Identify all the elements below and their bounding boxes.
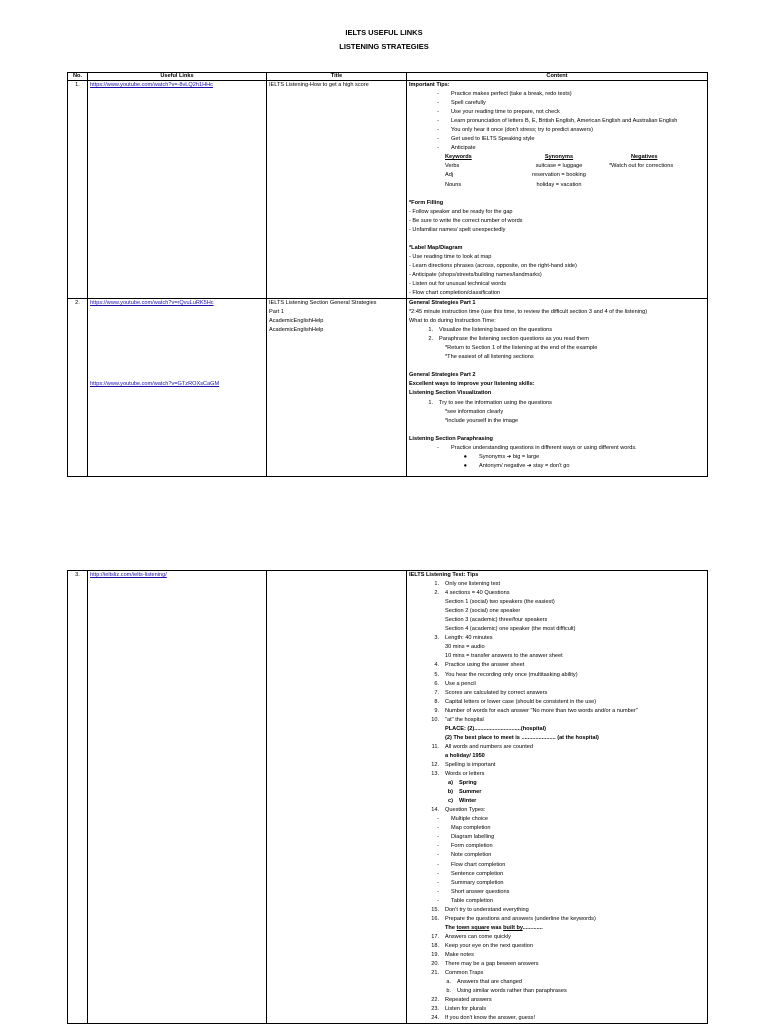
- links-cell: [88, 299, 267, 477]
- list-item-text: Table completion: [451, 897, 493, 904]
- list-number: 20.: [431, 961, 439, 968]
- list-item-text: Diagram labelling: [451, 834, 495, 841]
- document-subtitle: LISTENING STRATEGIES: [339, 42, 429, 51]
- list-item-text: Only one listening test: [445, 581, 501, 588]
- title-line: IELTS Listening Section General Strategies: [269, 300, 377, 307]
- dash-marker: -: [437, 145, 439, 152]
- list-item: Section 2 (social) one speaker: [445, 608, 521, 615]
- table-row: [68, 571, 708, 1024]
- list-item-text: Winter: [459, 798, 477, 805]
- title-line: Part 1: [269, 309, 284, 316]
- list-number: 10.: [431, 716, 439, 723]
- list-item: [409, 897, 705, 906]
- list-item: [409, 661, 705, 670]
- list-number: 21.: [431, 970, 439, 977]
- keyword-row: [409, 171, 705, 180]
- document-title: IELTS USEFUL LINKS: [345, 28, 423, 37]
- list-letter: a): [448, 780, 453, 787]
- list-number: 5.: [434, 671, 439, 678]
- content-line: *include yourself in the image: [445, 417, 519, 424]
- list-item: [409, 960, 705, 969]
- list-item: [409, 879, 705, 888]
- list-item: 30 mins = audio: [445, 644, 485, 651]
- list-item: [409, 996, 705, 1005]
- synonyms-header: Synonyms: [544, 154, 574, 161]
- dash-marker: -: [437, 100, 439, 107]
- list-item-text: Spring: [459, 780, 477, 787]
- list-item: [409, 580, 705, 589]
- list-item: - Anticipate (shops/streets/building names/landmarks): [409, 271, 542, 278]
- list-item: [409, 135, 705, 144]
- list-item-text: Words or letters: [445, 771, 485, 778]
- list-item: [409, 842, 705, 851]
- list-item-text: Summer: [459, 789, 482, 796]
- list-item-text: Scores are calculated by correct answers: [445, 689, 548, 696]
- list-item: Section 4 (academic) one speaker (the most difficult): [445, 626, 576, 633]
- content-line: *The easiest of all listening sections: [445, 354, 534, 361]
- list-item: [409, 870, 705, 879]
- list-item-text: Prepare the questions and answers (underline the keywords): [445, 915, 596, 922]
- example-text: was: [489, 924, 504, 931]
- list-number: 24.: [431, 1015, 439, 1022]
- youtube-link[interactable]: https://www.youtube.com/watch?v=GTzROXsCaGM: [90, 381, 220, 388]
- content-line: Excellent ways to improve your listening skills:: [409, 381, 535, 388]
- table-row: [68, 299, 708, 477]
- list-item: Section 3 (academic) three/four speakers: [445, 617, 548, 624]
- list-item: PLACE: (2)..............................(hospital): [445, 725, 547, 732]
- list-number: 18.: [431, 942, 439, 949]
- list-letter: a.: [446, 979, 451, 986]
- list-letter: b): [447, 789, 453, 796]
- bullet-icon: ●: [463, 462, 467, 469]
- dash-marker: -: [437, 870, 439, 877]
- dash-marker: -: [437, 109, 439, 116]
- table-row: [68, 81, 708, 299]
- list-item: [409, 634, 705, 643]
- list-item: [409, 99, 705, 108]
- list-number: 12.: [431, 761, 439, 768]
- youtube-link[interactable]: https://www.youtube.com/watch?v=-8vLQ2h1HHc: [90, 82, 213, 88]
- list-item-text: Flow chart completion: [451, 861, 506, 868]
- list-item: - Listen out for unusual technical words: [409, 280, 507, 287]
- content-line: Practice understanding questions in different ways or using different words.: [451, 444, 637, 451]
- list-item: [409, 906, 705, 915]
- synonym-example: suitcase = luggage: [535, 163, 583, 170]
- list-item: [409, 770, 705, 779]
- list-number: 6.: [434, 680, 439, 687]
- list-item: - Use reading time to look at map: [409, 253, 492, 260]
- dash-marker: -: [437, 852, 439, 859]
- list-item: [409, 743, 705, 752]
- dash-marker: -: [437, 861, 439, 868]
- list-item-text: Question Types:: [445, 807, 486, 814]
- list-number: 19.: [431, 951, 439, 958]
- keyword-type: Adj: [445, 172, 454, 179]
- list-item: [409, 680, 705, 689]
- synonym-example: holiday = vacation: [536, 181, 582, 188]
- list-item: 10 mins = transfer answers to the answer sheet: [445, 653, 563, 660]
- list-item-text: Practice using the answer sheet: [445, 662, 525, 669]
- list-item-text: Capital letters or lower case (should be consistent in the use): [445, 698, 597, 705]
- list-item: - Follow speaker and be ready for the gap: [409, 208, 513, 215]
- list-item: [409, 707, 705, 716]
- list-item: [409, 924, 705, 933]
- dash-marker: -: [437, 91, 439, 98]
- list-item-text: Repeated answers: [445, 997, 492, 1004]
- list-item-text: Map completion: [451, 825, 491, 832]
- list-item-text: Common Traps: [445, 970, 484, 977]
- list-item: [409, 806, 705, 815]
- list-item: [409, 779, 705, 788]
- content-line: Visualize the listening based on the questions: [439, 327, 553, 334]
- list-number: 3.: [434, 635, 439, 642]
- list-item: [409, 671, 705, 680]
- example-blank: .............: [522, 924, 543, 931]
- list-item-text: "at" the hospital: [445, 716, 484, 723]
- list-item-text: There may be a gap beween answers: [445, 961, 539, 968]
- content-line: *2:45 minute instruction time (use this time, to review the difficult section 3 and 4 of the listening): [409, 309, 648, 316]
- row-number: 2.: [68, 299, 88, 477]
- list-item: [409, 90, 705, 99]
- list-item: [409, 888, 705, 897]
- list-item: [409, 117, 705, 126]
- list-number: 15.: [431, 906, 439, 913]
- content-cell: [407, 571, 708, 1024]
- list-item-text: Short answer questions: [451, 888, 510, 895]
- content-line: *Return to Section 1 of the listening at the end of the example: [445, 345, 598, 352]
- list-item-text: Don't try to understand everything: [445, 906, 529, 913]
- content-cell: General Strategies Part 1 *2:45 minute instruction time (use this time, to review the difficult section 3 and 4 of the listening) What to do during Instruction Time: 1. Visualize the listening based on the questions 2. Paraphrase the listening section questions as you read them *Return to Section 1 of the listening at the end of the example *The easiest of all listening sections General Strategies Part 2 Excellent ways to improve your listening skills: Listening Section Visualization 1. Try to see the information using the questions *see information clearly *include yourself in the image Listening Section Paraphrasing - Practice understanding questions in different ways or using different words. ● Synonyms ➔ big = large ● Antonym/ negative ➔ stay = don't go: [407, 299, 708, 477]
- list-item-text: Spell carefully: [451, 100, 486, 107]
- important-tips-heading: Important Tips:: [409, 82, 450, 88]
- table-header-row: [68, 73, 708, 81]
- list-number: 13.: [431, 771, 439, 778]
- list-item: [409, 987, 705, 996]
- list-letter: b.: [446, 988, 451, 995]
- links-cell: [88, 571, 267, 1024]
- list-item: [409, 933, 705, 942]
- list-item: [409, 951, 705, 960]
- list-item-text: Spelling is important: [445, 761, 496, 768]
- links-table-page2: [67, 570, 708, 1024]
- title-cell: [267, 299, 407, 477]
- tips-heading: IELTS Listening Test: Tips: [409, 572, 479, 578]
- example-text: The: [445, 924, 457, 931]
- links-cell: [88, 81, 267, 299]
- title-cell: [267, 571, 407, 1024]
- list-item-text: Answers can come quickly: [445, 933, 511, 940]
- list-number: 4.: [434, 662, 439, 669]
- content-line: Antonym/ negative ➔ stay = don't go: [479, 462, 570, 469]
- keyword-type: Verbs: [445, 163, 460, 170]
- list-item-text: Anticipate: [451, 145, 476, 152]
- list-number: 17.: [431, 933, 439, 940]
- list-item: (2) The best place to meet is ...................... (at the hospital): [445, 734, 599, 741]
- dash-marker: -: [437, 136, 439, 143]
- list-item: [409, 144, 705, 153]
- list-item: [409, 108, 705, 117]
- content-line: *see information clearly: [445, 408, 504, 415]
- list-item: [409, 126, 705, 135]
- dash-marker: -: [437, 888, 439, 895]
- list-item-text: Length: 40 minutes: [445, 635, 493, 642]
- list-item-text: Make notes: [445, 951, 474, 958]
- dash-marker: -: [437, 879, 439, 886]
- youtube-link[interactable]: https://www.youtube.com/watch?v=rQvuLuRK5Hc: [90, 300, 214, 307]
- dash-marker: -: [437, 834, 439, 841]
- list-item-text: Learn pronunciation of letters B, E, British English, American English and Australian English: [451, 118, 678, 125]
- list-number: 22.: [431, 997, 439, 1004]
- list-item-text: Number of words for each answer "No more than two words and/or a number": [445, 707, 638, 714]
- list-number: 16.: [431, 915, 439, 922]
- list-item: [409, 824, 705, 833]
- list-item: [409, 788, 705, 797]
- header-title: Title: [267, 73, 407, 81]
- list-item-text: Multiple choice: [451, 816, 488, 823]
- keywords-header: Keywords: [445, 154, 472, 161]
- dash-marker: -: [437, 127, 439, 134]
- list-number: 23.: [431, 1006, 439, 1013]
- list-number: 2.: [434, 590, 439, 597]
- form-filling-heading: *Form Filling: [409, 199, 444, 206]
- list-item: [409, 969, 705, 978]
- keyword-row: [409, 162, 705, 171]
- list-item: [409, 942, 705, 951]
- list-item-text: Using similar words rather than paraphrases: [457, 988, 567, 995]
- list-item-text: Note completion: [451, 852, 492, 859]
- list-item: [409, 851, 705, 860]
- list-item: - Unfamiliar names/ spelt unexpectedly: [409, 226, 506, 233]
- content-line: Paraphrase the listening section questions as you read them: [439, 336, 589, 343]
- ieltsliz-link[interactable]: http://ieltsliz.com/ielts-listening/: [90, 572, 167, 578]
- list-item-text: 4 sections = 40 Questions: [445, 590, 510, 597]
- list-item-text: You only hear it once (don't stress; try to predict answers): [451, 127, 594, 134]
- dash-marker: -: [437, 816, 439, 823]
- list-item: - Learn directions phrases (across, opposite, on the right-hand side): [409, 262, 577, 269]
- list-item: [409, 589, 705, 598]
- list-item-text: All words and numbers are counted: [445, 743, 533, 750]
- list-item-text: You hear the recording only once (multitasking ability): [445, 671, 578, 678]
- underlined-keyword: built: [503, 924, 515, 931]
- synonym-example: reservation = booking: [532, 172, 586, 179]
- list-item: [409, 915, 705, 924]
- list-item-text: Use a pencil: [445, 680, 476, 687]
- list-number: 7.: [434, 689, 439, 696]
- list-item: [409, 698, 705, 707]
- list-item: [409, 1014, 705, 1023]
- list-item-text: Answers that are changed: [457, 979, 522, 986]
- dash-marker: -: [437, 118, 439, 125]
- bullet-icon: ●: [463, 453, 467, 460]
- row-number: 3.: [68, 571, 88, 1024]
- list-item: [409, 833, 705, 842]
- list-item: [409, 978, 705, 987]
- negatives-header: Negatives: [631, 154, 658, 161]
- title-cell: IELTS Listening-How to get a high score: [267, 81, 407, 299]
- links-table-page1: [67, 72, 708, 477]
- list-item: a holiday/ 1950: [445, 752, 485, 759]
- content-line: Listening Section Visualization: [409, 390, 492, 397]
- underlined-keyword: town square: [456, 924, 490, 931]
- keyword-type: Nouns: [445, 181, 462, 188]
- list-item-text: Use your reading time to prepare, not check: [451, 109, 560, 116]
- content-line: Try to see the information using the questions: [439, 399, 552, 406]
- list-item-text: Summary completion: [451, 879, 504, 886]
- underlined-keyword: by: [514, 924, 523, 931]
- title-line: AcademicEnglishHelp: [269, 327, 324, 334]
- content-line: What to do during Instruction Time:: [409, 318, 496, 325]
- header-content: Content: [407, 73, 708, 81]
- keyword-row: [409, 181, 705, 190]
- list-item: [409, 815, 705, 824]
- list-number: 14.: [431, 807, 439, 814]
- list-item-text: Keep your eye on the next question: [445, 942, 534, 949]
- part2-heading: General Strategies Part 2: [409, 372, 476, 379]
- list-item: Section 1 (social) two speakers (the easiest): [445, 599, 555, 606]
- dash-marker: -: [437, 897, 439, 904]
- list-number: 8.: [434, 698, 439, 705]
- list-item: [409, 861, 705, 870]
- content-line: Synonyms ➔ big = large: [479, 453, 540, 460]
- title-line: AcademicEnglishHelp: [269, 318, 324, 325]
- header-no: No.: [68, 73, 88, 81]
- list-item: - Flow chart completion/classification: [409, 289, 501, 296]
- negative-note: *Watch out for corrections: [609, 163, 674, 170]
- list-item-text: Form completion: [451, 843, 493, 850]
- dash-marker: -: [437, 843, 439, 850]
- dash-marker: -: [437, 825, 439, 832]
- row-number: 1.: [68, 81, 88, 299]
- list-item-text: Sentence completion: [451, 870, 504, 877]
- list-item: [409, 689, 705, 698]
- list-number: 11.: [431, 743, 439, 750]
- label-map-heading: *Label Map/Diagram: [409, 244, 463, 251]
- list-item-text: Listen for plurals: [445, 1006, 487, 1013]
- list-item: [409, 716, 705, 725]
- list-item-text: Practice makes perfect (take a break, redo tests): [451, 91, 572, 98]
- part1-heading: General Strategies Part 1: [409, 300, 476, 307]
- list-item-text: Get used to IELTS Speaking style: [451, 136, 535, 143]
- list-item-text: If you don't know the answer, guess!: [445, 1015, 535, 1022]
- content-cell: [407, 81, 708, 299]
- list-number: 9.: [434, 707, 439, 714]
- paraphrasing-heading: Listening Section Paraphrasing: [409, 435, 493, 442]
- list-item: [409, 1005, 705, 1014]
- list-item: - Be sure to write the correct number of words: [409, 217, 523, 224]
- list-number: 1.: [434, 581, 439, 588]
- header-useful-links: Useful Links: [88, 73, 267, 81]
- list-letter: c): [448, 798, 453, 805]
- list-item: [409, 761, 705, 770]
- list-item: [409, 797, 705, 806]
